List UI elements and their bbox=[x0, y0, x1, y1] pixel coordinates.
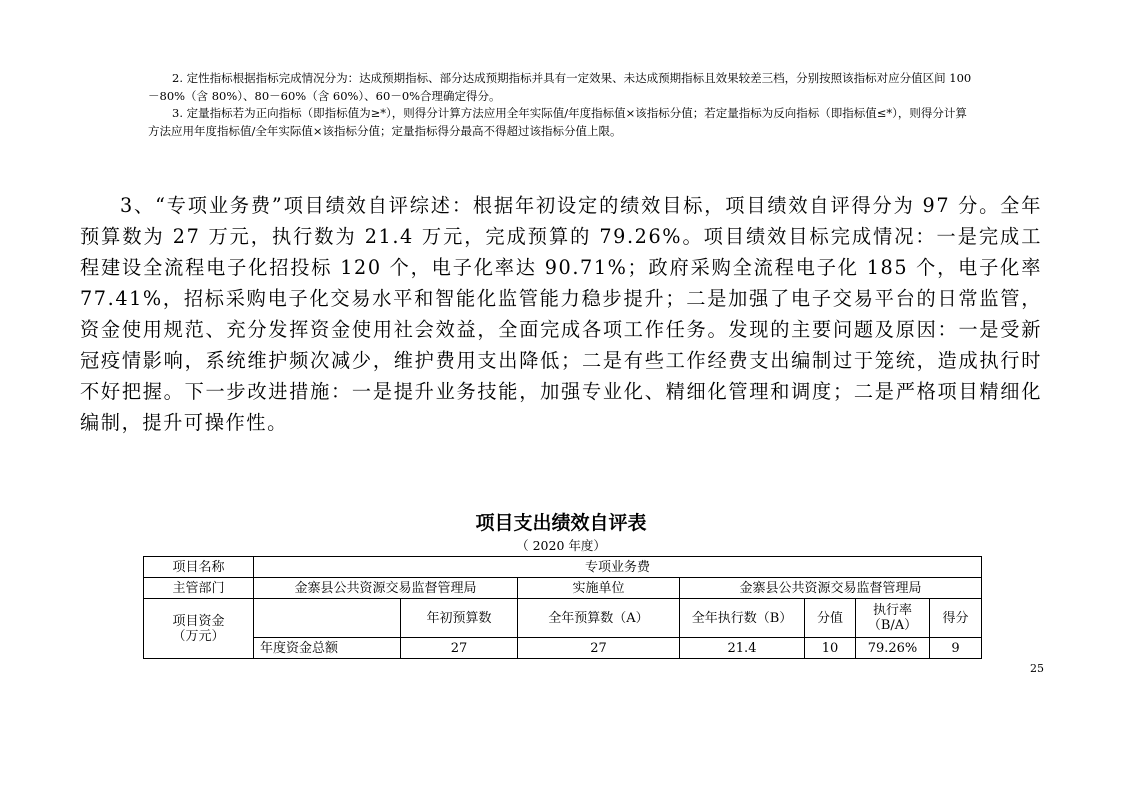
footnotes bbox=[148, 70, 978, 140]
total-initial-budget: 27 bbox=[401, 638, 518, 659]
dept-label: 主管部门 bbox=[144, 578, 254, 599]
performance-table bbox=[143, 556, 982, 659]
header-annual-budget: 全年预算数（A） bbox=[518, 599, 680, 638]
page-number: 25 bbox=[1030, 662, 1044, 675]
total-exec-rate: 79.26% bbox=[856, 638, 930, 659]
total-weight: 10 bbox=[805, 638, 856, 659]
unit-label: 实施单位 bbox=[518, 578, 680, 599]
total-annual-budget: 27 bbox=[518, 638, 680, 659]
total-score: 9 bbox=[930, 638, 982, 659]
empty-header-cell bbox=[254, 599, 401, 638]
project-name-value: 专项业务费 bbox=[254, 557, 982, 578]
header-weight: 分值 bbox=[805, 599, 856, 638]
evaluation-summary-paragraph: 3、“专项业务费”项目绩效自评综述：根据年初设定的绩效目标，项目绩效自评得分为 97 分。全年预算数为 27 万元，执行数为 21.4 万元，完成预算的 79.26%。项目绩效目标完成情况：一是完成工程建设全流程电子化招投标 120 个，电子化率达 90.71%；政府采购全流程电子化 185 个，电子化率 77.41%，招标采购电子化交易水平和智能化监管能力稳步提升；二是加强了电子交易平台的日常监管，资金使用规范、充分发挥资金使用社会效益，全面完成各项工作任务。发现的主要问题及原因：一是受新冠疫情影响，系统维护频次减少，维护费用支出降低；二是有些工作经费支出编制过于笼统，造成执行时不好把握。下一步改进措施：一是提升业务技能，加强专业化、精细化管理和调度；二是严格项目精细化编制，提升可操作性。 bbox=[80, 194, 1042, 434]
funds-label bbox=[144, 599, 254, 659]
header-initial-budget: 年初预算数 bbox=[401, 599, 518, 638]
unit-value: 金寨县公共资源交易监督管理局 bbox=[680, 578, 982, 599]
header-exec-rate bbox=[856, 599, 930, 638]
dept-value: 金寨县公共资源交易监督管理局 bbox=[254, 578, 518, 599]
header-annual-exec: 全年执行数（B） bbox=[680, 599, 805, 638]
funds-label-line1: 项目资金 bbox=[172, 613, 225, 629]
table-title: 项目支出绩效自评表 bbox=[475, 512, 647, 534]
header-exec-rate-line2: （B/A） bbox=[867, 618, 918, 633]
table-row bbox=[144, 557, 982, 578]
table-row bbox=[144, 578, 982, 599]
total-annual-exec: 21.4 bbox=[680, 638, 805, 659]
funds-label-line2: （万元） bbox=[172, 628, 225, 644]
total-row-label: 年度资金总额 bbox=[254, 638, 401, 659]
header-score: 得分 bbox=[930, 599, 982, 638]
table-row bbox=[144, 638, 982, 659]
footnote-3: 3. 定量指标若为正向指标（即指标值为≥*），则得分计算方法应用全年实际值/年度指标值×该指标分值；若定量指标为反向指标（即指标值≤*），则得分计算方法应用年度指标值/全年实际值×该指标分值；定量指标得分最高不得超过该指标分值上限。 bbox=[148, 106, 967, 138]
footnote-2: 2. 定性指标根据指标完成情况分为：达成预期指标、部分达成预期指标并具有一定效果、未达成预期指标且效果较差三档，分别按照该指标对应分值区间 100－80%（含 80%）、80－60%（含 60%）、60－0%合理确定得分。 bbox=[148, 71, 972, 103]
table-row bbox=[144, 599, 982, 638]
project-name-label: 项目名称 bbox=[144, 557, 254, 578]
header-exec-rate-line1: 执行率 bbox=[872, 603, 912, 618]
table-year: （ 2020 年度） bbox=[516, 538, 606, 553]
